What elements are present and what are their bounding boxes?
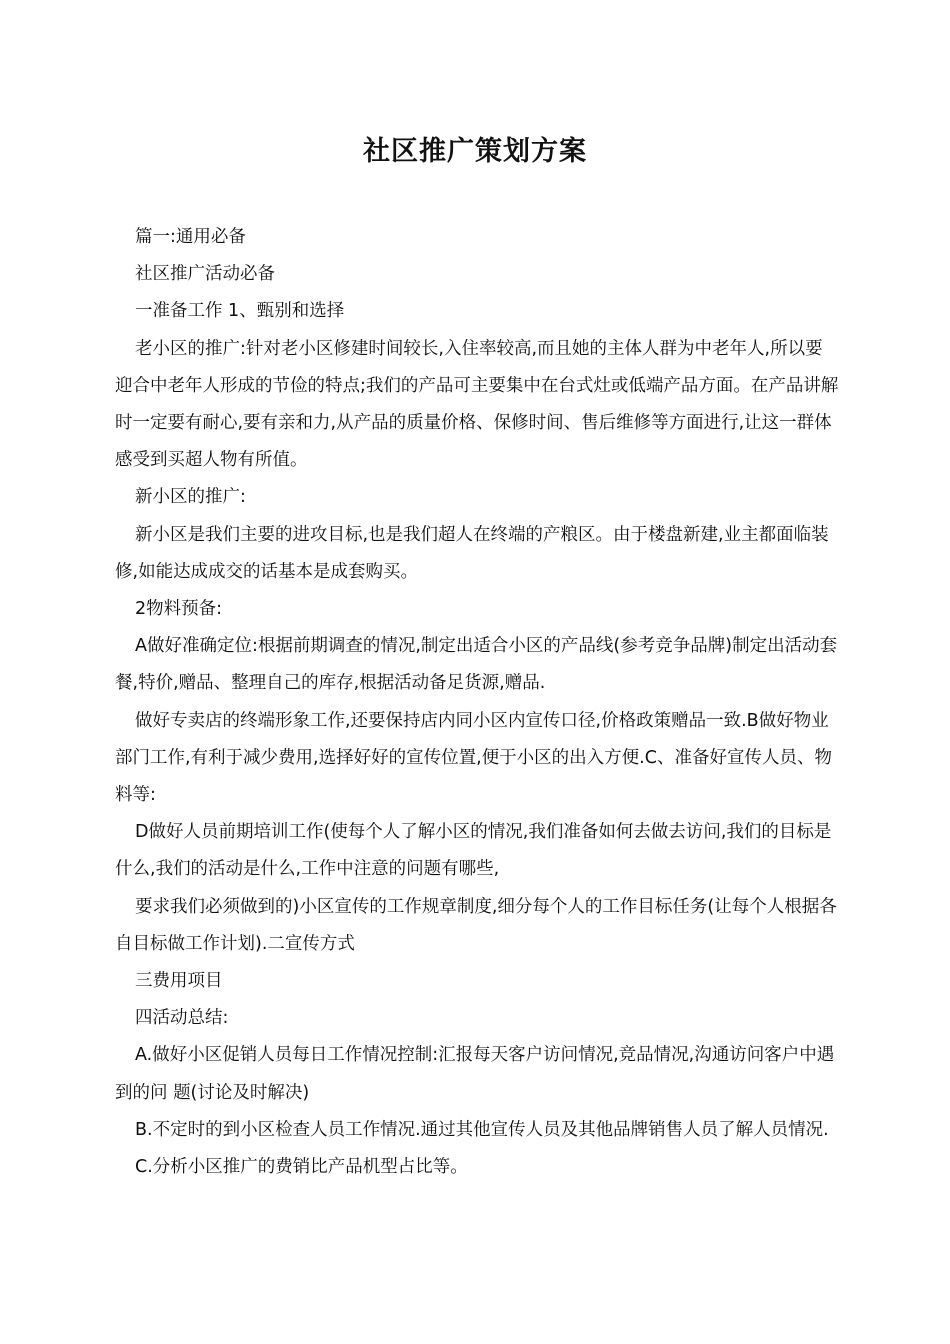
paragraph: 社区推广活动必备 [135, 264, 275, 285]
paragraph: B.不定时的到小区检查人员工作情况.通过其他宣传人员及其他品牌销售人员了解人员情况. [135, 1119, 829, 1140]
paragraph: 篇一:通用必备 [135, 227, 246, 247]
paragraph: 三费用项目 [135, 971, 223, 992]
paragraph: 一准备工作 1、甄别和选择 [135, 301, 345, 322]
paragraph: C.分析小区推广的费销比产品机型占比等。 [135, 1157, 468, 1178]
paragraph: 要求我们必须做到的)小区宣传的工作规章制度,细分每个人的工作目标任务(让每个人根据各自目标做工作计划).二宣传方式 [115, 896, 837, 954]
paragraph: 做好专卖店的终端形象工作,还要保持店内同小区内宣传口径,价格政策赠品一致.B做好物业部门工作,有利于减少费用,选择好好的宣传位置,便于小区的出入方便.C、准备好宣传人员、物料等: [115, 710, 832, 806]
paragraph: 新小区是我们主要的进攻目标,也是我们超人在终端的产粮区。由于楼盘新建,业主都面临装修,如能达成成交的话基本是成套购买。 [115, 524, 829, 582]
paragraph: 新小区的推广: [135, 487, 246, 508]
paragraph: 老小区的推广:针对老小区修建时间较长,入住率较高,而且她的主体人群为中老年人,所以要迎合中老年人形成的节俭的特点;我们的产品可主要集中在台式灶或低端产品方面。在产品讲解时一定要有耐心,要有亲和力,从产品的质量价格、保修时间、售后维修等方面进行,让这一群体感受到买超人物有所值。 [115, 338, 839, 471]
paragraph: 2物料预备: [135, 599, 223, 620]
paragraph: A.做好小区促销人员每日工作情况控制:汇报每天客户访问情况,竞品情况,沟通访问客户中遇到的问 题(讨论及时解决) [115, 1045, 835, 1103]
paragraph: A做好准确定位:根据前期调查的情况,制定出适合小区的产品线(参考竞争品牌)制定出活动套餐,特价,赠品、整理自己的库存,根据活动备足货源,赠品. [115, 636, 838, 694]
paragraph: D做好人员前期培训工作(使每个人了解小区的情况,我们准备如何去做去访问,我们的目标是什么,我们的活动是什么,工作中注意的问题有哪些, [115, 822, 832, 880]
document-title: 社区推广策划方案 [363, 136, 587, 167]
document-body [115, 219, 840, 1186]
paragraph: 四活动总结: [135, 1008, 229, 1029]
